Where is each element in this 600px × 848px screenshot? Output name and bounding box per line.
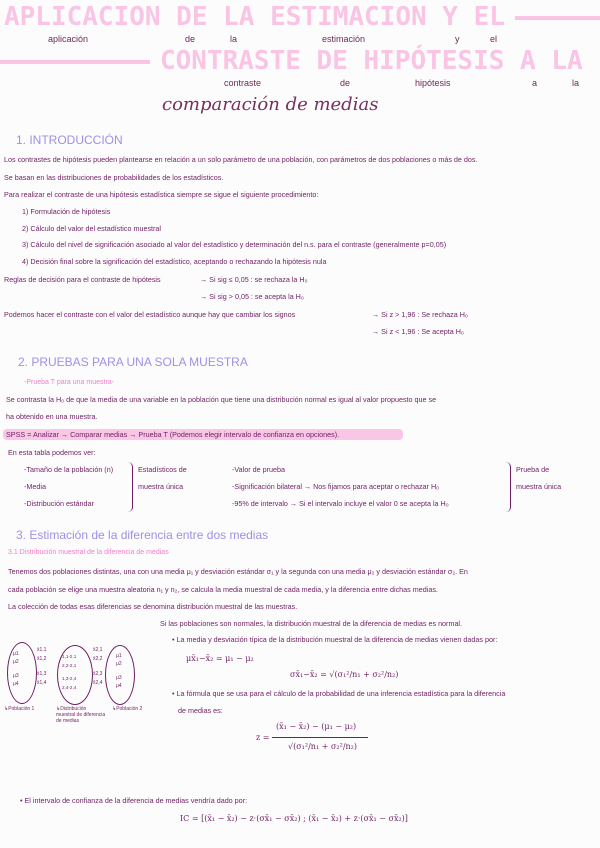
step-item: 3) Cálculo del nivel de significación asociado al valor del estadístico y determinación del n.s. para el contraste (generalmente p=0,05) bbox=[22, 240, 447, 249]
fraction-bar bbox=[272, 737, 368, 738]
pop2-samples: x̄2,1 x̄2,2 x̄2,3 x̄2,4 bbox=[93, 647, 103, 686]
title-word: aplicación bbox=[48, 34, 89, 44]
z-rule-item: → Si z < 1,96 : Se acepta H₀ bbox=[372, 327, 464, 336]
z-lhs: z = bbox=[256, 733, 270, 742]
bullet-item: • El intervalo de confianza de la diferencia de medias vendría dado por: bbox=[20, 796, 248, 805]
paragraph-line: Para realizar el contraste de una hipótesis estadística siempre se sigue el siguiente procedimiento: bbox=[4, 190, 319, 199]
title-word: el bbox=[490, 34, 498, 44]
paragraph-line: Tenemos dos poblaciones distintas, una con una media μ₁ y desviación estándar σ₁ y la segunda con una media μ₂ y desviación estándar σ₂. En bbox=[8, 567, 468, 576]
page-subtitle: comparación de medias bbox=[162, 94, 379, 115]
paragraph-line: La colección de todas esas diferencias se denomina distribución muestral de las muestras. bbox=[8, 602, 298, 611]
z-numerator: (x̄₁ − x̄₂) − (μ₁ − μ₂) bbox=[276, 722, 357, 731]
sd-formula: σx̄₁−x̄₂ = √(σ₁²/n₁ + σ₂²/n₂) bbox=[290, 670, 399, 679]
title-word: la bbox=[230, 34, 238, 44]
paragraph-line: Los contrastes de hipótesis pueden plantearse en relación a un solo parámetro de una población, con parámetros de dos poblaciones o más de dos. bbox=[4, 155, 478, 164]
paragraph-line: Si las poblaciones son normales, la distribución muestral de la diferencia de medias es normal. bbox=[160, 619, 463, 628]
z-rule-item: → Si z > 1,96 : Se rechaza H₀ bbox=[372, 310, 468, 319]
rule-item: → Si sig > 0,05 : se acepta la H₀ bbox=[200, 292, 304, 301]
bullet-item: • La media y desviación típica de la distribución muestral de la diferencia de medias vienen dadas por: bbox=[172, 635, 498, 644]
title-rule bbox=[0, 60, 150, 64]
pop1-values: μ1 μ2 μ3 μ4 bbox=[13, 651, 19, 687]
section-heading-3: 3. Estimación de la diferencia entre dos medias bbox=[16, 528, 269, 542]
bullet-item: de medias es: bbox=[178, 706, 223, 715]
diagram-label: ↳Distribución muestral de diferencia de medias bbox=[56, 706, 106, 724]
population-1-ellipse bbox=[7, 642, 37, 704]
list-item: -Valor de prueba bbox=[232, 465, 286, 474]
step-item: 1) Formulación de hipótesis bbox=[22, 207, 111, 216]
title-rule bbox=[515, 16, 600, 20]
diagram-label: ↳Población 2 bbox=[112, 706, 143, 712]
paragraph-line: En esta tabla podemos ver: bbox=[8, 448, 96, 457]
step-item: 2) Cálculo del valor del estadístico muestral bbox=[22, 224, 162, 233]
group-label: muestra única bbox=[138, 482, 184, 491]
list-item: -Media bbox=[24, 482, 46, 491]
group-label: Prueba de bbox=[516, 465, 550, 474]
brace bbox=[506, 462, 511, 512]
paragraph-line: Se contrasta la H₀ de que la media de una variable en la población que tiene una distribución normal es igual al valor propuesto que se bbox=[6, 395, 437, 404]
subheading: 3.1 Distribución muestral de la diferencia de medias bbox=[8, 549, 169, 556]
diagram-label: ↳Población 1 bbox=[4, 706, 35, 712]
list-item: -Distribución estándar bbox=[24, 499, 94, 508]
title-word: a bbox=[532, 78, 538, 88]
title-background-row1: APLICACION DE LA ESTIMACION Y EL bbox=[4, 2, 505, 32]
spss-path: SPSS = Analizar → Comparar medias → Prueba T (Podemos elegir intervalo de confianza en opciones). bbox=[6, 430, 340, 439]
bullet-item: • La fórmula que se usa para el cálculo de la probabilidad de una inferencia estadística para la diferencia bbox=[172, 689, 506, 698]
pop1-samples: x̄1,1 x̄1,2 x̄1,3 x̄1,4 bbox=[37, 647, 47, 686]
group-label: Estadísticos de bbox=[138, 465, 187, 474]
paragraph-line: cada población se elige una muestra aleatoria n₁ y n₂, se calcula la media muestral de cada media, y la diferencia entre dichas medias. bbox=[8, 585, 438, 594]
subheading: -Prueba T para una muestra- bbox=[24, 379, 115, 386]
step-item: 4) Decisión final sobre la significación del estadístico, aceptando o rechazando la hipótesis nula bbox=[22, 257, 327, 266]
list-item: -Tamaño de la población (n) bbox=[24, 465, 114, 474]
rule-item: → Si sig ≤ 0,05 : se rechaza la H₀ bbox=[200, 275, 308, 284]
z-label: Podemos hacer el contraste con el valor del estadístico aunque hay que cambiar los signos bbox=[4, 310, 296, 319]
paragraph-line: ha obtenido en una muestra. bbox=[6, 412, 98, 421]
difference-values: 1,1-2,1 2,2-2,1 1,3-2,4 2,4-2,4 bbox=[62, 654, 77, 690]
title-word: hipótesis bbox=[415, 78, 451, 88]
paragraph-line: Se basan en las distribuciones de probabilidades de los estadísticos. bbox=[4, 173, 224, 182]
section-heading-intro: 1. INTRODUCCIÓN bbox=[16, 133, 123, 147]
brace bbox=[128, 462, 133, 512]
title-word: contraste bbox=[224, 78, 262, 88]
z-denominator: √(σ₁²/n₁ + σ₂²/n₂) bbox=[288, 742, 357, 751]
title-word: estimación bbox=[322, 34, 366, 44]
title-word: y bbox=[455, 34, 460, 44]
mean-formula: μx̄₁−x̄₂ = μ₁ − μ₂ bbox=[186, 654, 254, 663]
rules-label: Reglas de decisión para el contraste de hipótesis bbox=[4, 275, 161, 284]
title-word: la bbox=[572, 78, 580, 88]
title-word: de bbox=[185, 34, 196, 44]
title-word: de bbox=[340, 78, 351, 88]
list-item: -95% de intervalo → Si el intervalo incluye el valor 0 se acepta la H₀ bbox=[232, 499, 449, 508]
list-item: -Significación bilateral → Nos fijamos para aceptar o rechazar H₀ bbox=[232, 482, 440, 491]
section-heading-2: 2. PRUEBAS PARA UNA SOLA MUESTRA bbox=[18, 355, 248, 369]
pop2-values: μ1 μ2 μ3 μ4 bbox=[116, 653, 122, 689]
ic-formula: IC = [(x̄₁ − x̄₂) − z·(σx̄₁ − σx̄₂) ; (x̄₁ − x̄₂) + z·(σx̄₁ − σx̄₂)] bbox=[180, 814, 408, 823]
group-label: muestra única bbox=[516, 482, 562, 491]
title-background-row2: CONTRASTE DE HIPÓTESIS A LA bbox=[160, 46, 583, 76]
